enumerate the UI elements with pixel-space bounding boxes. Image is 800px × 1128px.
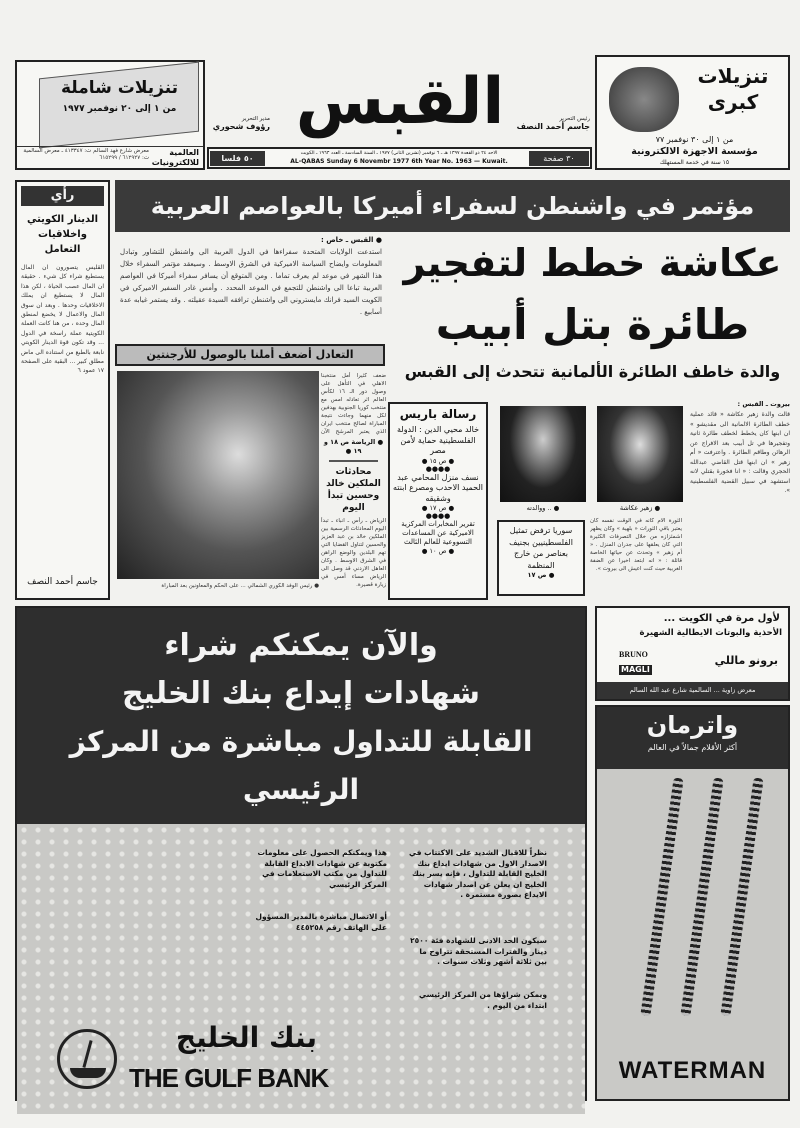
soccer-photo [117,371,319,579]
date-bar [207,147,592,169]
shoes-ad-footer: معرض زاوية ... السالمية شارع عبد الله السالم [597,682,788,699]
masthead-logo: القبس [295,65,505,139]
ad-left-title: تنزيلات شاملة [60,78,179,98]
waterman-title: واترمان [646,711,739,739]
shoes-ad-line1: لأول مرة في الكويت ... [663,613,780,624]
managing-editor-name: رؤوف شحوري [212,122,270,131]
waterman-ad [595,705,790,1101]
managing-editor-label: مدير التحرير [241,116,270,122]
paris-item: خالد محيي الدين : الدولة الفلسطينية حماية لأمن مصر [396,425,480,455]
soccer-photo-caption: ● رئيس الوفد الكوري الشمالي ... على الحكم والمعاونين بعد المباراة [161,583,319,589]
chief-editor-name: جاسم أحمد النصف [516,122,590,131]
brand-magli: MAGLI [621,665,650,674]
ad-right-note: ١٥ سنة في خدمة المستهلك [659,159,730,166]
sports-banner: التعادل أضعف أملنا بالوصول للأرجنتين [115,344,385,366]
gulf-ad-text: ويمكن شراؤها من المركز الرئيسي ابتداء من اليوم . [418,990,547,1010]
brand-bruno: BRUNO [619,650,648,659]
paris-item-ref: ● ص ١٥ ● [421,456,455,465]
sports-text: ضعف كثيرا أمل منتخبنا الاهلي في التأهل على وصول دور الـ ١٦ لكأس العالم اثر تعادله امس مع منتخب كوريا الجنوبية بهدفين لكل منهما وجاءت نتيجة المباراة لصالح منتخب ايران الذي يعتبر المرشح الآن [321,373,386,435]
gulf-ad-text: سيكون الحد الادنى للشهادة فئة ٢٥٠٠ دينار والفترات المستحقة تتراوح ما بين ثلاثة أشهر وثلاث سنوات . [410,936,547,966]
main-headline-line2: طائرة بتل أبيب [435,300,750,349]
chief-editor-label: رئيس التحرير [559,116,590,122]
gulf-ad-pattern-panel [17,824,585,1114]
ad-right-sale [595,55,790,170]
gulf-ad-headline-panel [17,608,585,824]
waterman-tagline: أكثر الأقلام جمالاً في العالم [647,743,738,752]
ad-left-sale [15,60,205,170]
sports-page-ref: ● الرياضة ص ١٨ و ١٩ ● [323,438,384,455]
pen-illustration [680,777,723,1016]
washington-text: استدعت الولايات المتحدة سفراءها في الدول العربية الى واشنطن للتشاور وتبادل المعلومات وايضاح السياسة الاميركية في الشرق الاوسط . وسيعقد مؤتمر السفراء خلال هذا الشهر في موعد لم يعرف تماما . ومن المتوقع أن يسافر سفراء أميركا في العواصم العربية تباعا الى واشنطن للتجمع في الموعد المحدد . وأمس غادر السفير الاميركي في الكويت السيد فرانك مايستروني الى واشنطن ترافقه السيدة عقيلته . وقد يستمر غيابه عدة أسابيع . [120,248,382,316]
chief-editor [516,116,590,131]
price: ٥٠ فلسا [210,151,265,166]
paris-box [388,402,488,600]
date-english: AL-QABAS Sunday 6 Novembr 1977 6th Year No. 1963 — Kuwait. [290,158,508,165]
opinion-author: جاسم أحمد النصف [27,577,98,587]
syria-page-ref: ● ص ١٧ [527,571,555,579]
waterman-logo: WATERMAN [618,1057,767,1084]
opinion-title: الدينار الكويتي واخلاقيات التعامل [26,214,98,255]
dhow-logo-icon [57,1029,117,1089]
ad-right-dates: من ١ إلى ٣٠ نوفمبر ٧٧ [655,135,734,144]
gulf-bank-logo-arabic: بنك الخليج [175,1021,317,1054]
page-count: ٣٠ صفحة [529,151,589,166]
managing-editor [210,116,270,131]
opinion-column [15,180,110,600]
divider-dots: ●●●● [425,512,451,520]
ad-left-dates: من ١ إلى ٢٠ نوفمبر ١٩٧٧ [62,104,177,114]
gulf-ad-text: نظراً للاقبال الشديد على الاكتتاب في الاصدار الاول من شهادات ايداع بنك الخليج القابلة للتداول ، فإنه يسر بنك الخليج ان يعلن عن اصدار شهادات الايداع بصورة مستمرة . [409,848,547,899]
ad-left-address: معرض شارع فهد السالم ت: ٤١٣٣٤٧ ـ معرض السالمية ت: ٦١٢٩٢٧ / ٦١٥٢٩٩ [23,148,149,161]
syria-box [497,520,585,596]
ad-right-title: تنزيلات كبرى [697,64,769,114]
divider-dots: ●●●● [425,464,451,473]
gulf-ad-headline3: القابلة للتداول مباشرة من المركز الرئيسي [69,725,533,806]
main-headline-sub: والدة خاطف الطائرة الألمانية تتحدث إلى القبس [404,362,781,381]
date-arabic: الاحد ٢٤ ذو القعدة ١٣٩٧ هـ ـ ٦ نوفمبر (تشرين الثاني) ١٩٧٧ ـ السنة السادسة ـ العدد ١٩٦٣ ـ الكويت [300,151,498,156]
pen-illustration [720,777,763,1016]
zuhair-caption: ● زهير عكاشة [619,504,661,512]
zuhair-photo [597,406,683,502]
banner-headline: مؤتمر في واشنطن لسفراء أميركا بالعواصم العربية [115,180,790,232]
shoes-ad-line2: الأحذية والبوتات الايطالية الشهيرة [639,628,782,638]
mother-caption: ● .. ووالدته [526,504,560,512]
gulf-ad-headline1: والآن يمكنكم شراء [164,628,438,663]
shoes-ad [595,606,790,701]
opinion-text: القليس يتصورون ان المال يستطيع شراء كل شيء . حقيقة ان المال عصب الحياة ، لكن هذا المال لا يستطيع ان يملك الاخلاقيات وحدها . وبعد ان سوق المال والاعمال لا يخضع لمنطق المال وحده ، من هنا كانت العملة الكويتية عملة راسخة في الدول ... وقد تكون قوة الدينار الكويتي نابعة بالطبع من استناده الى ماض مطلق كبير ... البقية على الصفحة ١٧ عمود ٦ [21,264,104,375]
pen-illustration [640,777,683,1016]
paris-item: تقرير المخابرات المركزية الاميركية عن المساعدات التسووعية للعالم الثالث [401,520,475,546]
paris-item-ref: ● ص ١٠ ● [421,547,455,555]
akasha-text: قالت والدة زهير عكاشة « قائد عملية خطف الطائرة الالمانية الى مقديشو » ان ابنها كان يخطط لخطف طائرة ثانية وتفجيرها في تل أبيب بعد الافراج عن الرهائن وطاقم الطائرة . واعترفت « أم زهير » ان ابنها قتل القاضي عبدالله الحجري وقالت : « انا فخورة بقتلي لانه استشهد في سبيل القضية الفلسطينية ». [690,411,790,494]
sports-talks-column [321,372,386,600]
akasha-byline: بيروت ـ القبس : [737,400,790,408]
opinion-label: رأي [21,186,104,206]
gulf-ad-text: أو الاتصال مباشرة بالمدير المسؤول على الهاتف رقم ٤٤٥٢٥٨ [255,912,387,932]
gulf-ad-headline2: شهادات إيداع بنك الخليج [121,676,481,711]
rose-illustration [609,67,679,132]
gulf-ad-text: هذا ويمكنكم الحصول على معلومات مكتوبة عن شهادات الايداع القابلة للتداول من مكتب الاستعلامات في المركز الرئيسي [257,848,387,889]
syria-text: سوريا ترفض تمثيل الفلسطينيين بجنيف بعناصر من خارج المنظمة [509,526,573,570]
talks-title: محادثات الملكين خالد وحسين تبدأ اليوم [326,467,381,513]
talks-text: الرياض ـ رأس ـ انباء ـ تبدأ اليوم المحادثات الرسمية بين الملكين خالد بن عبد العزيز والحسين لتناول القضايا التي تهم البلدين والوضع الراهن في الشرق الاوسط . وكان العاهل الاردني قد وصل الى الرياض مساء أمس في زيارة قصيرة. [321,518,386,588]
gulf-bank-logo-english: THE GULF BANK [129,1063,329,1093]
paris-title: رسالة باريس [399,407,477,421]
paris-item: نسف منزل المحامي عبد الحميد الاحدب ومصرع ابنته وشقيقه [393,472,483,503]
ad-left-brand: العالمية للالكترونيات [151,148,199,167]
mother-photo [500,406,586,502]
ad-right-brand: مؤسسة الاجهزة الالكترونية [631,146,758,157]
main-headline-line1: عكاشة خطط لتفجير [403,241,782,285]
akasha-text-continued: الثورة الام كانه في الوقت نفسه كان يعتبر باقي الثورات « بلهية » وكان يظهر اشمئزازه من خلال التصرفات الكثيرة التي كان يعلقها على جدران المنزل . « أم زهير » وتحدث عن حياتها الخاصة قائلة : « انه ابتعد اخيرا عن الضفة الغربية حيث كنت اعيش الى بيروت ». [590,518,682,572]
gulf-bank-ad [15,606,587,1101]
paris-item-ref: ● ص ١٧ ● [421,504,455,512]
washington-byline: ● القبس ـ خاص : [321,236,382,244]
brand-arabic: برونو ماللي [714,654,778,667]
